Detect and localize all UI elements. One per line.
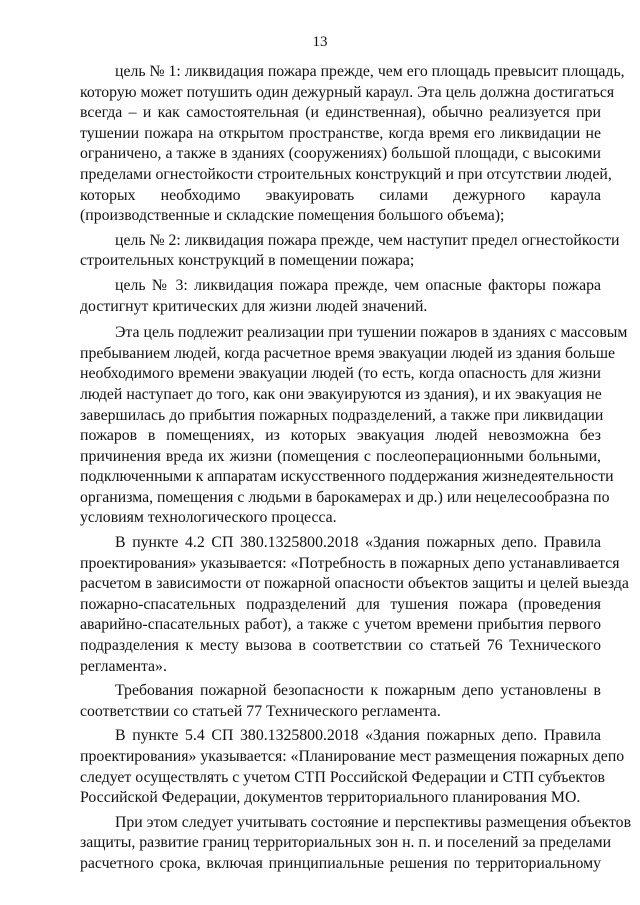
text-line: завершилась до прибытия пожарных подразделений, а также при ликвидации [80, 406, 604, 424]
text-line: пожарно-спасательных подразделений для тушения пожара (проведения [80, 595, 601, 613]
text-line: подключенными к аппаратам искусственного поддержания жизнедеятельности [80, 468, 614, 486]
paragraph-planning [80, 813, 632, 875]
text-line: Эта цель подлежит реализации при тушении пожаров в зданиях с массовым [115, 324, 628, 342]
page-number: 13 [312, 34, 328, 50]
paragraph-goal-1 [80, 62, 625, 227]
text-line: (производственные и складские помещения большого объема); [80, 207, 505, 225]
text-line: строительных конструкций в помещении пожара; [80, 252, 415, 270]
text-line: расчетом в зависимости от пожарной опасности объектов защиты и целей выезда [80, 575, 629, 593]
text-line: тушении пожара на открытом пространстве, когда время его ликвидации не [80, 124, 601, 142]
text-line: цель № 3: ликвидация пожара прежде, чем опасные факторы пожара [115, 276, 601, 294]
text-line: Требования пожарной безопасности к пожарным депо установлены в [115, 682, 601, 700]
text-line: проектирования» указывается: «Потребность в пожарных депо устанавливается [80, 554, 620, 572]
paragraph-goal-3 [80, 276, 601, 317]
paragraph-point-4-2 [80, 533, 629, 677]
text-line: всегда – и как самостоятельная (и единственная), обычно реализуется при [80, 104, 601, 122]
text-line: ограничено, а также в зданиях (сооружениях) большой площади, с высокими [80, 145, 601, 163]
text-line: проектирования» указывается: «Планирование мест размещения пожарных депо [80, 748, 625, 765]
body-text [80, 62, 632, 875]
text-line: достигнут критических для жизни людей значений. [80, 297, 428, 315]
text-line: условиям технологического процесса. [80, 509, 337, 527]
text-line: пределами огнестойкости строительных конструкций и при отсутствии людей, [80, 165, 612, 183]
text-line: защиты, развитие границ территориальных зон н. п. и поселений за пределами [80, 834, 612, 852]
text-line: регламента». [80, 657, 167, 675]
text-line: которых необходимо эвакуировать силами дежурного караула [80, 186, 601, 204]
text-line: расчетного срока, включая принципиальные решения по территориальному [80, 854, 601, 872]
text-line: аварийно-спасательных работ), а также с учетом времени прибытия первого [80, 616, 601, 634]
text-line: пребыванием людей, когда расчетное время эвакуации людей из здания больше [80, 344, 616, 362]
paragraph-goal-3-details [80, 323, 628, 529]
text-line: В пункте 5.4 СП 380.1325800.2018 «Здания пожарных депо. Правила [115, 727, 601, 745]
text-line: необходимого времени эвакуации людей (то есть, когда опасность для жизни [80, 365, 601, 383]
text-line: цель № 2: ликвидация пожара прежде, чем наступит предел огнестойкости [115, 231, 620, 249]
text-line: Российской Федерации, документов территориального планирования МО. [80, 789, 581, 807]
text-line: соответствии со статьей 77 Технического регламента. [80, 702, 441, 720]
paragraph-point-5-4 [80, 726, 625, 808]
paragraph-requirements [80, 681, 601, 722]
text-line: пожаров в помещениях, из которых эвакуация людей невозможна без [80, 427, 601, 445]
text-line: людей наступает до того, как они эвакуируются из здания), и их эвакуация не [80, 385, 602, 403]
text-line: В пункте 4.2 СП 380.1325800.2018 «Здания пожарных депо. Правила [115, 534, 601, 552]
text-line: организма, помещения с людьми в барокамерах и др.) или нецелесообразна по [80, 488, 610, 506]
text-line: подразделения к месту вызова в соответствии со статьей 76 Технического [80, 637, 601, 655]
paragraph-goal-2 [80, 231, 620, 272]
text-line: цель № 1: ликвидация пожара прежде, чем его площадь превысит площадь, [115, 63, 625, 80]
text-line: следует осуществлять с учетом СТП Российской Федерации и СТП субъектов [80, 768, 605, 786]
text-line: которую может потушить один дежурный караул. Эта цель должна достигаться [80, 83, 615, 101]
text-line: причинения вреда их жизни (помещения с послеоперационными больными, [80, 447, 601, 465]
text-line: При этом следует учитывать состояние и перспективы размещения объектов [115, 813, 632, 831]
